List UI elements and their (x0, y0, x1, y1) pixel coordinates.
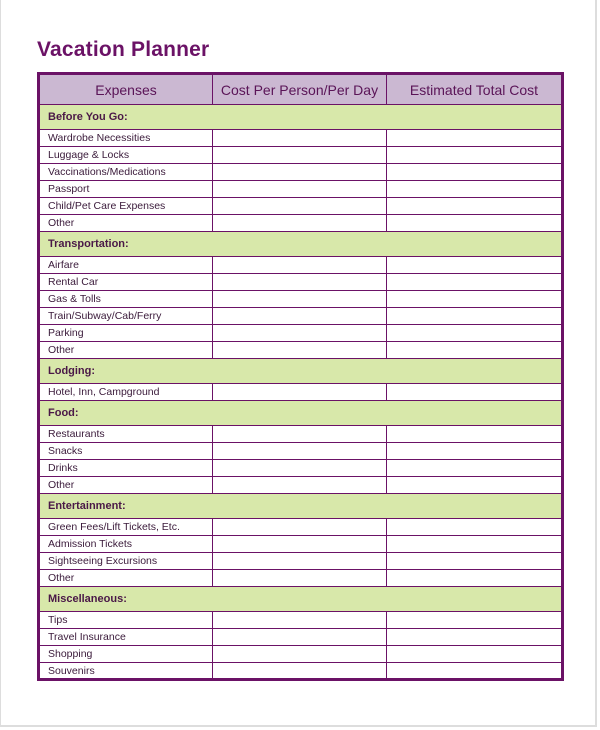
total-cost-cell[interactable] (387, 426, 563, 443)
expense-label: Restaurants (39, 426, 213, 443)
expense-label: Snacks (39, 443, 213, 460)
cost-per-person-cell[interactable] (213, 553, 387, 570)
header-row (39, 74, 563, 105)
expense-label: Vaccinations/Medications (39, 164, 213, 181)
table-row (39, 181, 563, 198)
total-cost-cell[interactable] (387, 477, 563, 494)
total-cost-cell[interactable] (387, 536, 563, 553)
total-cost-cell[interactable] (387, 198, 563, 215)
cost-per-person-cell[interactable] (213, 443, 387, 460)
table-row (39, 308, 563, 325)
table-row (39, 384, 563, 401)
section-label: Transportation: (39, 232, 563, 257)
section-label: Food: (39, 401, 563, 426)
total-cost-cell[interactable] (387, 257, 563, 274)
expense-label: Shopping (39, 646, 213, 663)
table-row (39, 460, 563, 477)
total-cost-cell[interactable] (387, 215, 563, 232)
total-cost-cell[interactable] (387, 274, 563, 291)
table-row (39, 536, 563, 553)
cost-per-person-cell[interactable] (213, 477, 387, 494)
expense-label: Wardrobe Necessities (39, 130, 213, 147)
total-cost-cell[interactable] (387, 384, 563, 401)
table-row (39, 130, 563, 147)
cost-per-person-cell[interactable] (213, 325, 387, 342)
cost-per-person-cell[interactable] (213, 460, 387, 477)
section-row (39, 401, 563, 426)
cost-per-person-cell[interactable] (213, 570, 387, 587)
cost-per-person-cell[interactable] (213, 536, 387, 553)
cost-per-person-cell[interactable] (213, 308, 387, 325)
section-row (39, 105, 563, 130)
cost-per-person-cell[interactable] (213, 612, 387, 629)
total-cost-cell[interactable] (387, 308, 563, 325)
column-header-cost-per-person: Cost Per Person/Per Day (213, 74, 387, 105)
cost-per-person-cell[interactable] (213, 215, 387, 232)
total-cost-cell[interactable] (387, 663, 563, 680)
cost-per-person-cell[interactable] (213, 384, 387, 401)
expense-label: Other (39, 477, 213, 494)
expense-label: Sightseeing Excursions (39, 553, 213, 570)
total-cost-cell[interactable] (387, 612, 563, 629)
total-cost-cell[interactable] (387, 181, 563, 198)
expense-label: Other (39, 570, 213, 587)
table-row (39, 164, 563, 181)
cost-per-person-cell[interactable] (213, 130, 387, 147)
cost-per-person-cell[interactable] (213, 629, 387, 646)
table-row (39, 612, 563, 629)
table-row (39, 342, 563, 359)
total-cost-cell[interactable] (387, 553, 563, 570)
cost-per-person-cell[interactable] (213, 274, 387, 291)
table-row (39, 663, 563, 680)
expense-label: Child/Pet Care Expenses (39, 198, 213, 215)
total-cost-cell[interactable] (387, 325, 563, 342)
total-cost-cell[interactable] (387, 460, 563, 477)
section-row (39, 359, 563, 384)
table-row (39, 646, 563, 663)
section-label: Entertainment: (39, 494, 563, 519)
table-row (39, 570, 563, 587)
table-row (39, 477, 563, 494)
cost-per-person-cell[interactable] (213, 181, 387, 198)
total-cost-cell[interactable] (387, 519, 563, 536)
cost-per-person-cell[interactable] (213, 519, 387, 536)
section-row (39, 494, 563, 519)
cost-per-person-cell[interactable] (213, 164, 387, 181)
table-row (39, 443, 563, 460)
expense-label: Hotel, Inn, Campground (39, 384, 213, 401)
table-row (39, 147, 563, 164)
column-header-expenses: Expenses (39, 74, 213, 105)
section-row (39, 587, 563, 612)
cost-per-person-cell[interactable] (213, 257, 387, 274)
expense-table (37, 72, 564, 681)
table-row (39, 291, 563, 308)
expense-label: Passport (39, 181, 213, 198)
expense-label: Luggage & Locks (39, 147, 213, 164)
table-row (39, 325, 563, 342)
expense-label: Gas & Tolls (39, 291, 213, 308)
section-label: Miscellaneous: (39, 587, 563, 612)
total-cost-cell[interactable] (387, 164, 563, 181)
section-label: Lodging: (39, 359, 563, 384)
expense-label: Green Fees/Lift Tickets, Etc. (39, 519, 213, 536)
table-row (39, 198, 563, 215)
total-cost-cell[interactable] (387, 130, 563, 147)
expense-label: Parking (39, 325, 213, 342)
expense-label: Other (39, 342, 213, 359)
expense-label: Travel Insurance (39, 629, 213, 646)
table-row (39, 257, 563, 274)
expense-label: Train/Subway/Cab/Ferry (39, 308, 213, 325)
table-row (39, 426, 563, 443)
section-label: Before You Go: (39, 105, 563, 130)
cost-per-person-cell[interactable] (213, 198, 387, 215)
expense-label: Drinks (39, 460, 213, 477)
total-cost-cell[interactable] (387, 570, 563, 587)
section-row (39, 232, 563, 257)
cost-per-person-cell[interactable] (213, 426, 387, 443)
total-cost-cell[interactable] (387, 147, 563, 164)
total-cost-cell[interactable] (387, 629, 563, 646)
expense-label: Souvenirs (39, 663, 213, 680)
total-cost-cell[interactable] (387, 443, 563, 460)
table-row (39, 553, 563, 570)
expense-label: Other (39, 215, 213, 232)
table-row (39, 629, 563, 646)
cost-per-person-cell[interactable] (213, 646, 387, 663)
column-header-total-cost: Estimated Total Cost (387, 74, 563, 105)
expense-label: Tips (39, 612, 213, 629)
cost-per-person-cell[interactable] (213, 663, 387, 680)
cost-per-person-cell[interactable] (213, 342, 387, 359)
page-title: Vacation Planner (37, 38, 210, 61)
cost-per-person-cell[interactable] (213, 291, 387, 308)
table-row (39, 215, 563, 232)
cost-per-person-cell[interactable] (213, 147, 387, 164)
total-cost-cell[interactable] (387, 291, 563, 308)
expense-label: Admission Tickets (39, 536, 213, 553)
total-cost-cell[interactable] (387, 646, 563, 663)
table-row (39, 519, 563, 536)
table-row (39, 274, 563, 291)
total-cost-cell[interactable] (387, 342, 563, 359)
expense-label: Rental Car (39, 274, 213, 291)
expense-label: Airfare (39, 257, 213, 274)
